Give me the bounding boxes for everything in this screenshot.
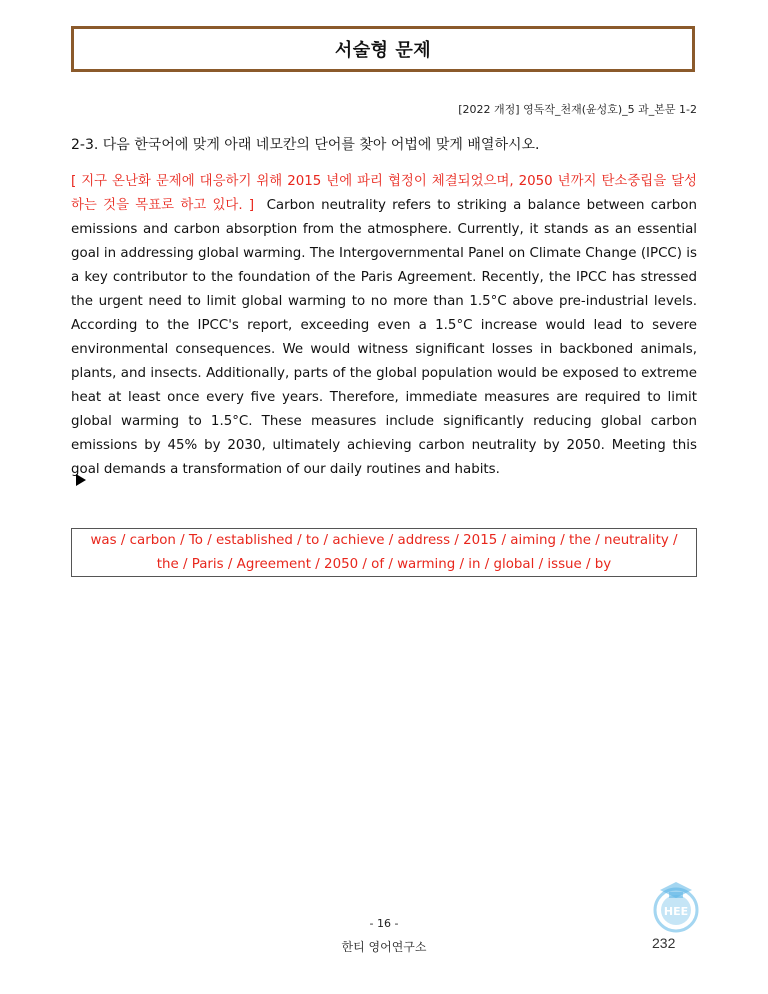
logo-text: HEE xyxy=(663,905,689,918)
english-passage: Carbon neutrality refers to striking a balance between carbon emissions and carbon absorption from the atmosphere. Currently, it stands as an essential goal in addressing global warming. The Intergovernmental Panel on Climate Change (IPCC) is a key contributor to the foundation of the Paris Agreement. Recently, the IPCC has stressed the urgent need to limit global warming to no more than 1.5°C above pre-industrial levels. According to the IPCC's report, exceeding even a 1.5°C increase would lead to severe environmental consequences. We would witness significant losses in backboned animals, plants, and insects. Additionally, parts of the global population would be exposed to extreme heat at least once every five years. Therefore, immediate measures are required to limit global warming to 1.5°C. These measures include significantly reducing global carbon emissions by 45% by 2030, ultimately achieving carbon neutrality by 2050. Meeting this goal demands a transformation of our daily routines and habits. xyxy=(71,198,697,477)
page-title: 서술형 문제 xyxy=(334,40,432,61)
korean-prompt: [ 지구 온난화 문제에 대응하기 위해 2015 년에 파리 협정이 체결되었으며, 2050 년까지 탄소중립을 달성하는 것을 목표로 하고 있다. ] xyxy=(71,174,697,213)
passage xyxy=(71,170,697,482)
title-box xyxy=(71,26,695,72)
answer-arrow-icon xyxy=(76,474,86,486)
corner-page-number: 232 xyxy=(652,935,676,951)
question-text: 2-3. 다음 한국어에 맞게 아래 네모칸의 단어를 찾아 어법에 맞게 배열하시오. xyxy=(71,137,540,153)
word-box xyxy=(71,528,697,577)
hee-logo-icon xyxy=(650,876,702,936)
page-number: - 16 - xyxy=(369,917,399,930)
footer-label: 한티 영어연구소 xyxy=(341,940,427,954)
word-list: was / carbon / To / established / to / achieve / address / 2015 / aiming / the / neutrality / the / Paris / Agreement / 2050 / of / warming / in / global / issue / by xyxy=(90,532,678,572)
source-label: [2022 개정] 영독작_천재(윤성호)_5 과_본문 1-2 xyxy=(458,103,697,116)
